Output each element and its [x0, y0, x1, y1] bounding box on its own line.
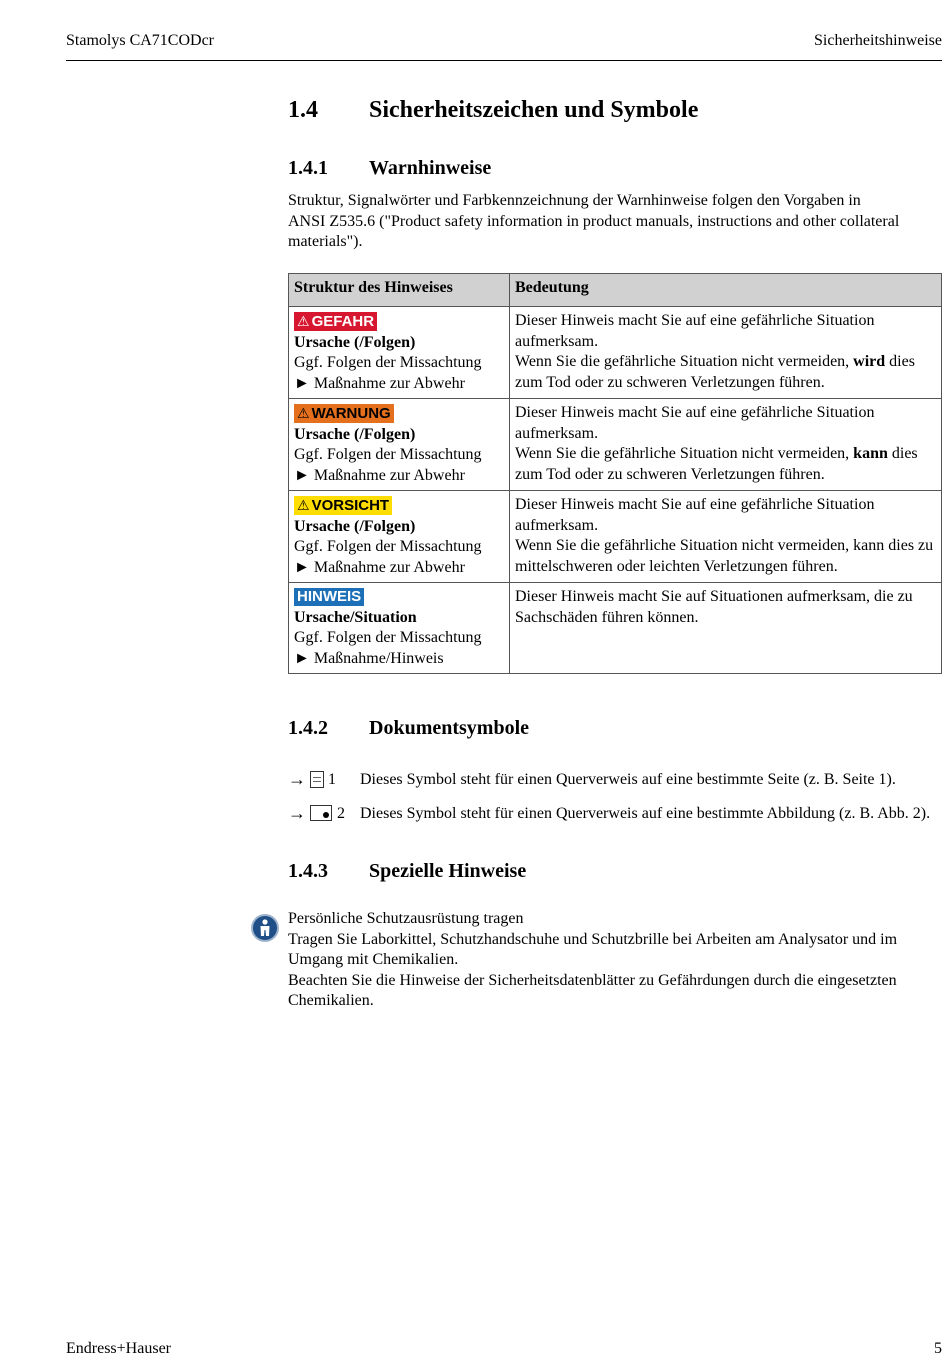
warning-notes-table — [288, 273, 942, 674]
warning-signal-badge — [294, 404, 394, 423]
figure-dot — [323, 812, 329, 818]
reference-arrow-icon: → — [288, 803, 306, 823]
meaning-emphasis: wird — [853, 353, 886, 370]
action-label: ► Maßnahme zur Abwehr — [294, 558, 465, 576]
intro-line: Struktur, Signalwörter und Farbkennzeichnung der Warnhinweise folgen den Vorgaben in — [288, 192, 861, 209]
action-label: ► Maßnahme zur Abwehr — [294, 466, 465, 484]
meaning-text: Dieser Hinweis macht Sie auf eine gefährliche Situation aufmerksam. — [515, 496, 875, 534]
signal-word: GEFAHR — [311, 313, 375, 330]
section-title: Sicherheitszeichen und Symbole — [369, 97, 699, 123]
structure-cell — [289, 399, 510, 491]
special-notice-title: Persönliche Schutzausrüstung tragen — [288, 910, 524, 927]
figure-reference-text: Dieses Symbol steht für einen Querverweis auf eine bestimmte Abbildung (z. B. Abb. 2). — [360, 805, 931, 822]
cause-label: Ursache (/Folgen) — [294, 425, 416, 443]
consequence-label: Ggf. Folgen der Missachtung — [294, 446, 482, 463]
meaning-cell — [510, 491, 942, 583]
cause-label: Ursache/Situation — [294, 608, 417, 626]
meaning-part: Wenn Sie die gefährliche Situation nicht vermeiden, — [515, 445, 854, 462]
reference-arrow-icon: → — [288, 769, 306, 789]
consequence-label: Ggf. Folgen der Missachtung — [294, 538, 482, 555]
meaning-part: dies zum Tod oder zu schweren Verletzungen führen. — [515, 353, 915, 391]
page-reference-number: 1 — [328, 771, 336, 788]
meaning-text: Dieser Hinweis macht Sie auf eine gefährliche Situation aufmerksam. — [515, 312, 875, 350]
meaning-cell — [510, 583, 942, 674]
special-notice-line: Tragen Sie Laborkittel, Schutzhandschuhe und Schutzbrille bei Arbeiten am Analysator und im — [288, 930, 898, 948]
table-row — [289, 583, 942, 674]
table-row — [289, 307, 942, 399]
page-icon — [310, 771, 324, 788]
running-header-chapter: Sicherheitshinweise — [814, 32, 942, 49]
consequence-label: Ggf. Folgen der Missachtung — [294, 629, 482, 646]
section-number: 1.4 — [288, 97, 318, 123]
meaning-consequence — [515, 444, 936, 485]
meaning-text: Dieser Hinweis macht Sie auf Situationen aufmerksam, die zu Sachschäden führen können. — [515, 588, 913, 626]
page-reference-text: Dieses Symbol steht für einen Querverweis auf eine bestimmte Seite (z. B. Seite 1). — [360, 771, 896, 788]
warning-triangle-icon: ⚠ — [297, 405, 310, 421]
action-label: ► Maßnahme/Hinweis — [294, 649, 444, 667]
cause-label: Ursache (/Folgen) — [294, 517, 416, 535]
meaning-cell — [510, 307, 942, 399]
figure-reference-number: 2 — [337, 805, 345, 822]
consequence-label: Ggf. Folgen der Missachtung — [294, 354, 482, 371]
column-header-meaning: Bedeutung — [510, 274, 942, 307]
signal-word: WARNUNG — [311, 405, 391, 422]
subsection-number: 1.4.3 — [288, 860, 328, 882]
meaning-emphasis: kann — [853, 445, 888, 462]
table-row — [289, 399, 942, 491]
special-notice-paragraph — [288, 909, 943, 1012]
meaning-part: dies zum Tod oder zu schweren Verletzungen führen. — [515, 445, 918, 483]
structure-cell — [289, 491, 510, 583]
table-header-row — [289, 274, 942, 307]
meaning-consequence — [515, 352, 936, 393]
danger-signal-badge — [294, 312, 377, 331]
notice-signal-badge — [294, 588, 364, 606]
subsection-title: Spezielle Hinweise — [369, 860, 527, 882]
intro-line: materials"). — [288, 233, 363, 250]
caution-signal-badge — [294, 496, 392, 515]
special-notice-line: Beachten Sie die Hinweise der Sicherheitsdatenblätter zu Gefährdungen durch die eingesetzten — [288, 971, 897, 989]
special-notice-line: Chemikalien. — [288, 992, 374, 1009]
meaning-cell — [510, 399, 942, 491]
special-notice-line: Umgang mit Chemikalien. — [288, 951, 459, 968]
action-label: ► Maßnahme zur Abwehr — [294, 374, 465, 392]
intro-line: ANSI Z535.6 ("Product safety information in product manuals, instructions and other collateral — [288, 212, 900, 230]
structure-cell — [289, 583, 510, 674]
subsection-title: Dokumentsymbole — [369, 717, 530, 739]
subsection-number: 1.4.1 — [288, 157, 328, 179]
page-number: 5 — [934, 1340, 942, 1357]
column-header-structure: Struktur des Hinweises — [289, 274, 510, 307]
signal-word: VORSICHT — [311, 497, 390, 514]
meaning-text: Dieser Hinweis macht Sie auf eine gefährliche Situation aufmerksam. — [515, 404, 875, 442]
warning-triangle-icon: ⚠ — [297, 497, 310, 513]
footer-company: Endress+Hauser — [66, 1340, 171, 1357]
header-rule — [66, 60, 942, 61]
warning-triangle-icon: ⚠ — [297, 313, 310, 329]
structure-cell — [289, 307, 510, 399]
subsection-number: 1.4.2 — [288, 717, 328, 739]
meaning-part: Wenn Sie die gefährliche Situation nicht vermeiden, — [515, 353, 854, 370]
signal-word: HINWEIS — [297, 588, 362, 605]
table-row — [289, 491, 942, 583]
cause-label: Ursache (/Folgen) — [294, 333, 416, 351]
figure-icon — [310, 805, 332, 821]
protective-clothing-icon — [251, 914, 279, 942]
subsection-title: Warnhinweise — [369, 157, 492, 179]
intro-paragraph — [288, 191, 943, 253]
meaning-consequence: Wenn Sie die gefährliche Situation nicht vermeiden, kann dies zu mittelschweren oder leichten Verletzungen führen. — [515, 537, 934, 575]
running-header-product: Stamolys CA71CODcr — [66, 32, 214, 49]
